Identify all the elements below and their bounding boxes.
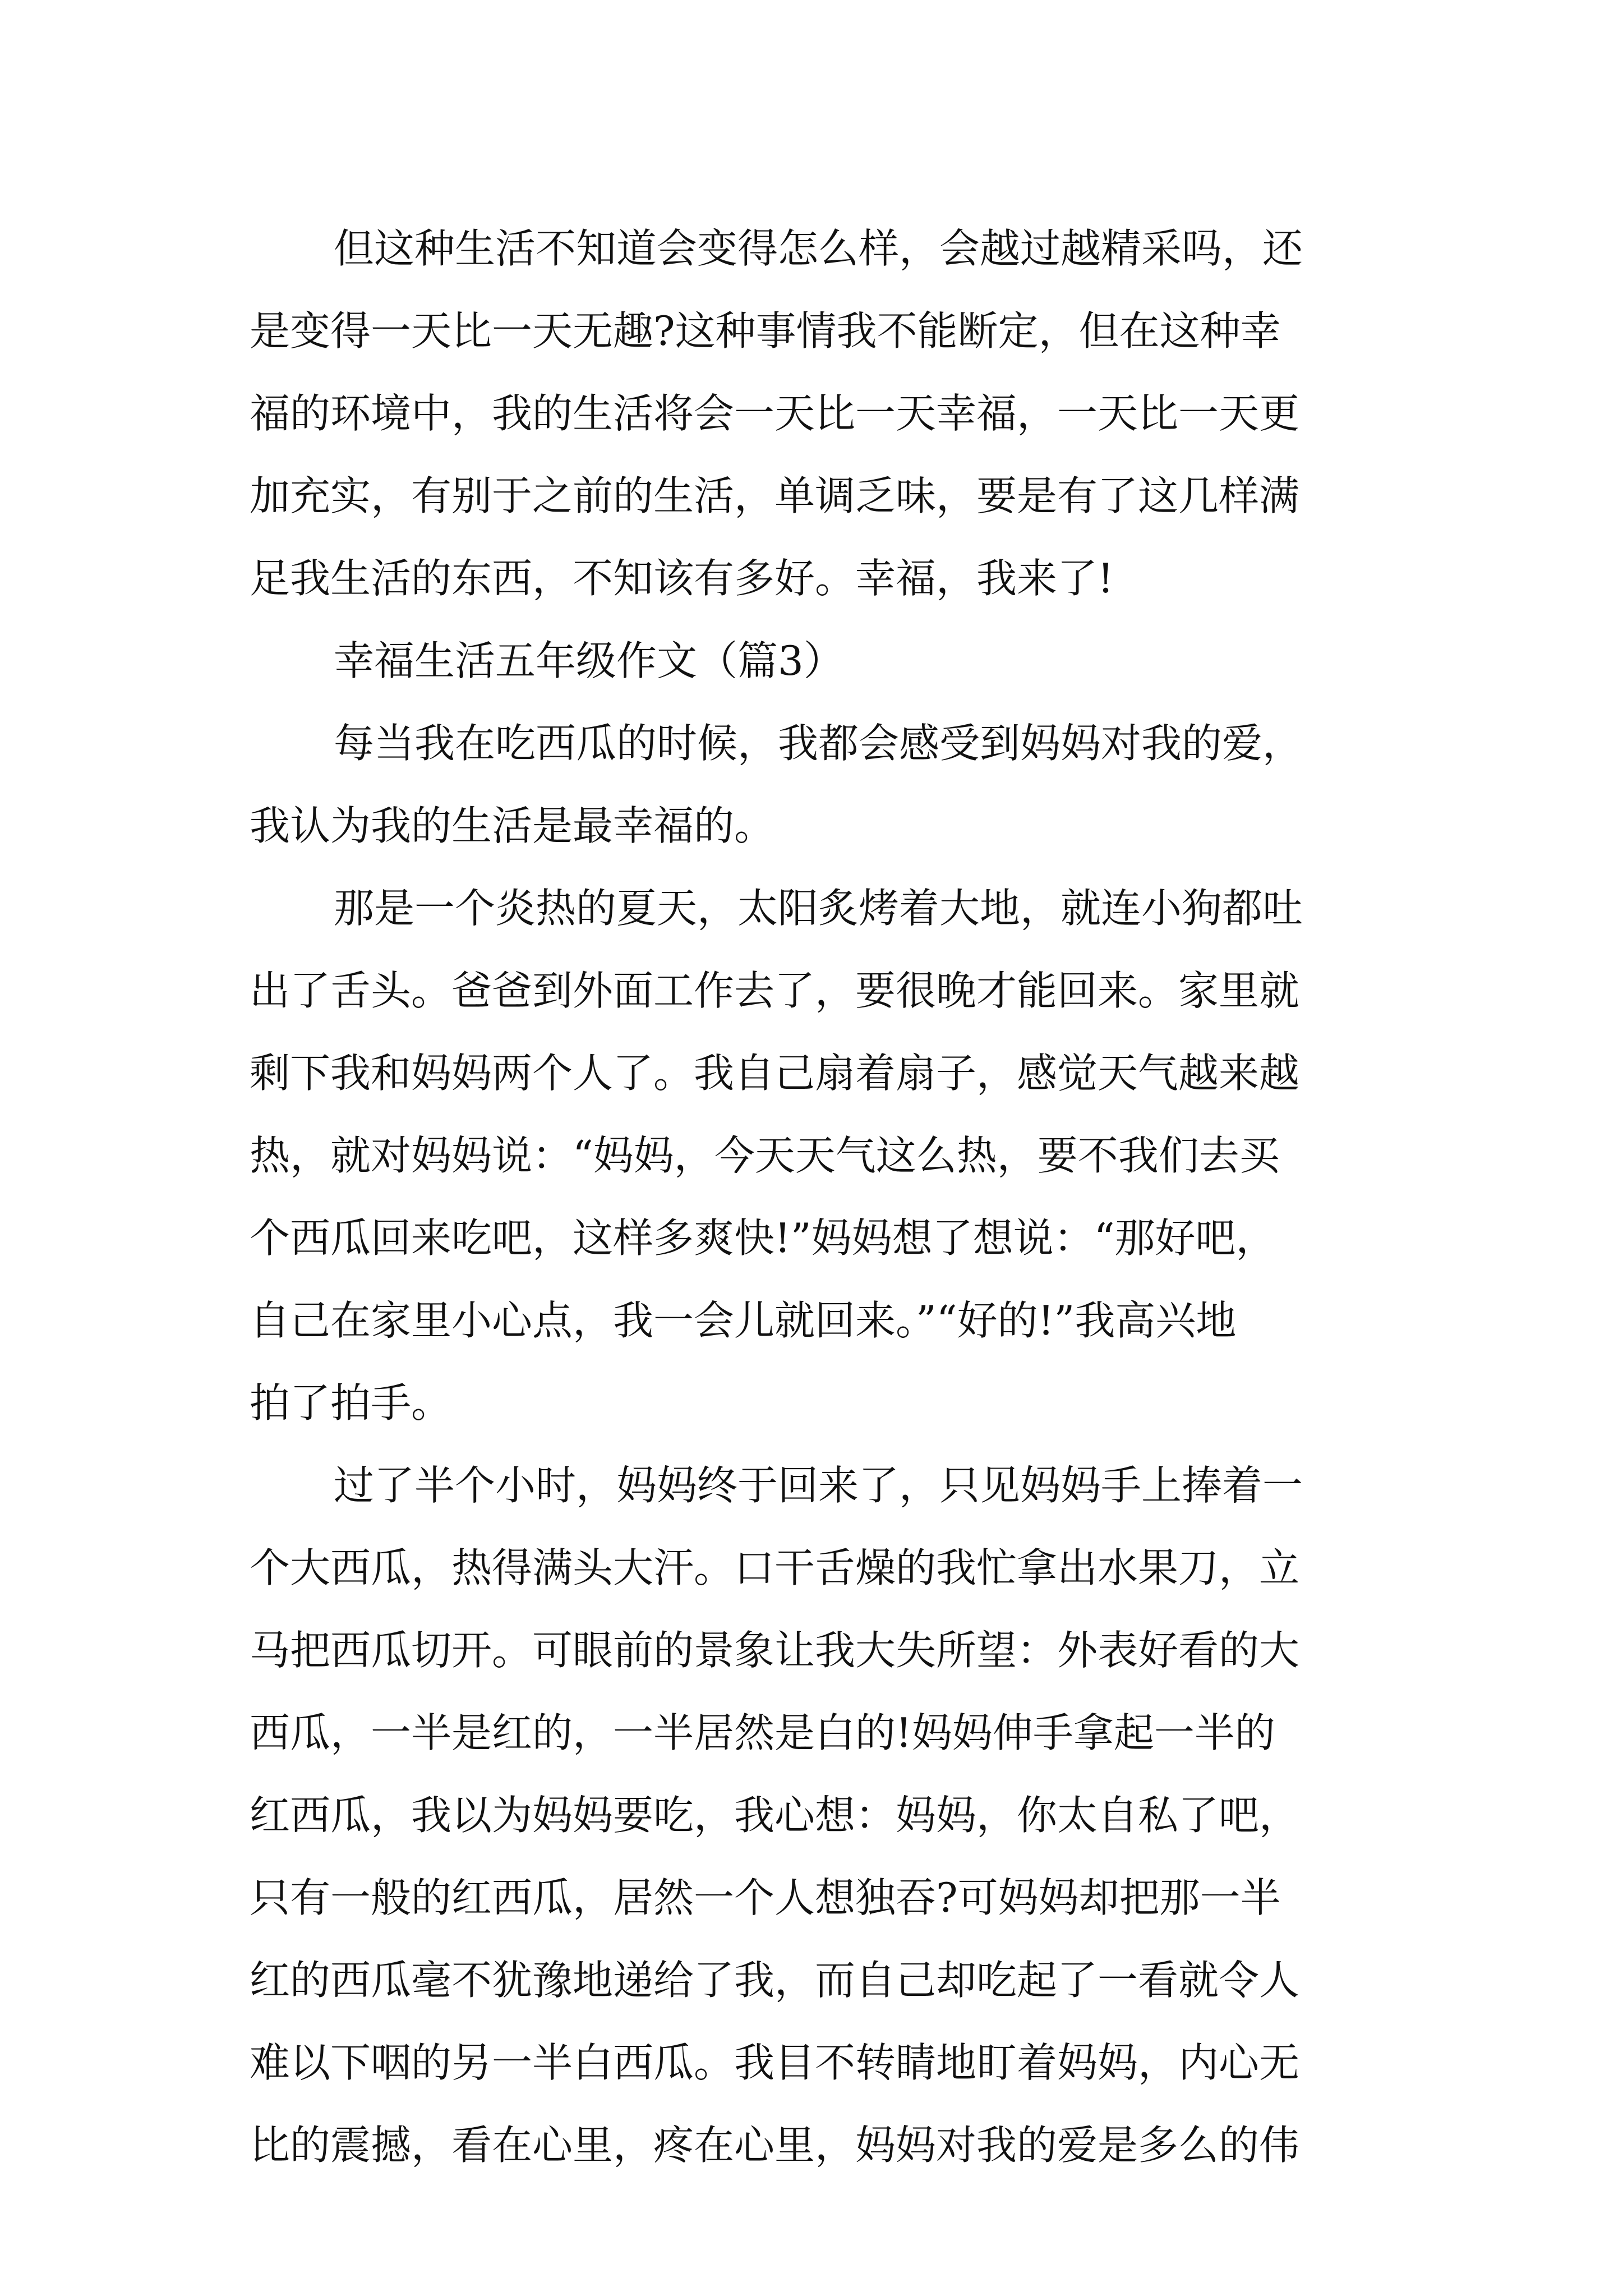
paragraph-line: 西瓜，一半是红的，一半居然是白的!妈妈伸手拿起一半的 (250, 1709, 1275, 1756)
paragraph-line: 难以下咽的另一半白西瓜。我目不转睛地盯着妈妈，内心无 (250, 2039, 1300, 2086)
paragraph-line: 是变得一天比一天无趣?这种事情我不能断定，但在这种幸 (250, 307, 1281, 355)
paragraph-line: 个西瓜回来吃吧，这样多爽快!”妈妈想了想说：“那好吧， (250, 1214, 1276, 1262)
paragraph-line: 足我生活的东西，不知该有多好。幸福，我来了! (250, 555, 1114, 602)
paragraph-line: 自己在家里小心点，我一会儿就回来。”“好的!”我高兴地 (250, 1297, 1237, 1344)
paragraph-line: 福的环境中，我的生活将会一天比一天幸福，一天比一天更 (250, 390, 1300, 437)
paragraph-line: 拍了拍手。 (250, 1379, 452, 1427)
paragraph-line: 红的西瓜毫不犹豫地递给了我，而自己却吃起了一看就令人 (250, 1957, 1300, 2004)
paragraph-line: 剩下我和妈妈两个人了。我自己扇着扇子，感觉天气越来越 (250, 1050, 1300, 1097)
paragraph-line: 个大西瓜，热得满头大汗。口干舌燥的我忙拿出水果刀，立 (250, 1544, 1300, 1591)
paragraph-line: 红西瓜，我以为妈妈要吃，我心想：妈妈，你太自私了吧， (250, 1792, 1300, 1839)
paragraph-line: 加充实，有别于之前的生活，单调乏味，要是有了这几样满 (250, 472, 1300, 519)
paragraph-line: 比的震撼，看在心里，疼在心里，妈妈对我的爱是多么的伟 (250, 2122, 1300, 2169)
document-body (250, 208, 1377, 2187)
paragraph-line: 每当我在吃西瓜的时候，我都会感受到妈妈对我的爱， (334, 720, 1303, 767)
paragraph-line: 但这种生活不知道会变得怎么样，会越过越精采吗，还 (334, 225, 1303, 272)
paragraph-line: 我认为我的生活是最幸福的。 (250, 802, 775, 849)
paragraph-line: 出了舌头。爸爸到外面工作去了，要很晚才能回来。家里就 (250, 967, 1300, 1014)
paragraph-line: 只有一般的红西瓜，居然一个人想独吞?可妈妈却把那一半 (250, 1874, 1281, 1921)
section-heading: 幸福生活五年级作文（篇3） (334, 637, 844, 684)
paragraph-line: 过了半个小时，妈妈终于回来了，只见妈妈手上捧着一 (334, 1462, 1303, 1509)
paragraph-line: 热，就对妈妈说：“妈妈，今天天气这么热，要不我们去买 (250, 1132, 1280, 1179)
paragraph-line: 马把西瓜切开。可眼前的景象让我大失所望：外表好看的大 (250, 1627, 1300, 1674)
paragraph-line: 那是一个炎热的夏天，太阳炙烤着大地，就连小狗都吐 (334, 885, 1303, 932)
